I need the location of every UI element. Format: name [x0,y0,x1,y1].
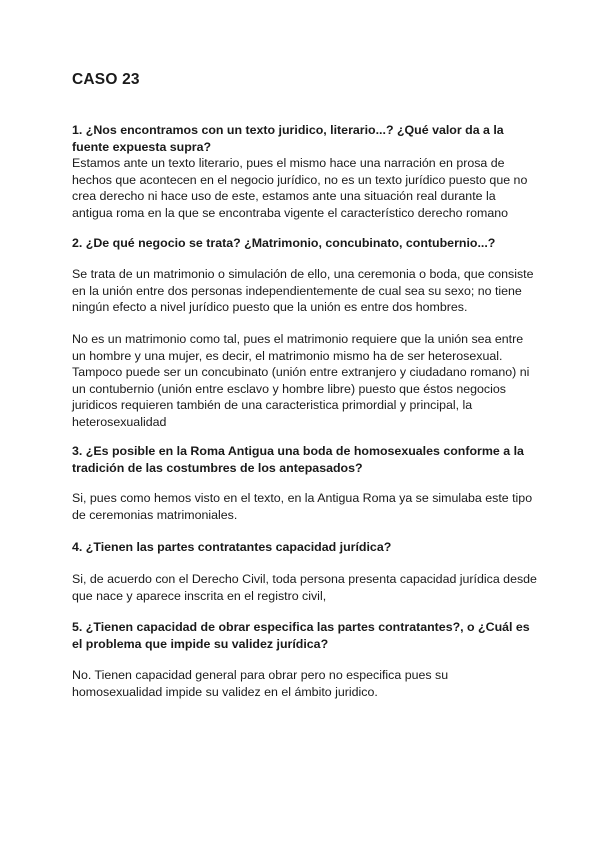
question-5-line-2: el problema que impide su validez jurídica? [72,636,329,651]
question-2-line-1: 2. ¿De qué negocio se trata? ¿Matrimonio, concubinato, contubernio...? [72,236,496,250]
question-4 [72,539,542,556]
question-3-line-1: 3. ¿Es posible en la Roma Antigua una boda de homosexuales conforme a la [72,444,524,458]
question-2 [72,235,542,252]
answer-5-paragraph-1 [72,667,542,700]
answer-line: hechos que acontecen en el negocio jurídico, no es un texto jurídico puesto que no [72,172,528,187]
answer-line: Se trata de un matrimonio o simulación de ello, una ceremonia o boda, que consiste [72,267,534,281]
page-title: CASO 23 [72,71,140,88]
question-5-line-1: 5. ¿Tienen capacidad de obrar especifica las partes contratantes?, o ¿Cuál es [72,620,530,634]
question-1-line-2: fuente expuesta supra? [72,139,212,154]
answer-line: un contubernio (unión entre esclavo y hombre libre) puesto que éstos negocios [72,381,506,396]
answer-line: Estamos ante un texto literario, pues el mismo hace una narración en prosa de [72,156,505,170]
answer-3-paragraph-1 [72,490,542,523]
question-5 [72,619,542,652]
answer-line: que nace y aparece inscrita en el registro civil, [72,588,327,603]
answer-line: Si, de acuerdo con el Derecho Civil, toda persona presenta capacidad jurídica desde [72,572,537,586]
answer-1-paragraph-1 [72,155,542,221]
answer-line: un hombre y una mujer, es decir, el matrimonio mismo ha de ser heterosexual. [72,348,503,363]
answer-line: juridicos requieren también de una caracteristica primordial y principal, la [72,398,473,413]
question-4-line-1: 4. ¿Tienen las partes contratantes capacidad jurídica? [72,540,392,554]
answer-line: antigua roma en la que se encontraba vigente el característico derecho romano [72,205,509,220]
answer-line: homosexualidad impide su validez en el ámbito juridico. [72,684,378,699]
answer-line: ningún efecto a nivel jurídico puesto que la unión es entre dos hombres. [72,300,468,315]
answer-line: No. Tienen capacidad general para obrar pero no especifica pues su [72,668,449,682]
answer-4-paragraph-1 [72,571,542,604]
answer-2-paragraph-2 [72,331,542,431]
answer-line: heterosexualidad [72,414,167,429]
answer-line: Si, pues como hemos visto en el texto, en la Antigua Roma ya se simulaba este tipo [72,491,533,505]
answer-line: No es un matrimonio como tal, pues el matrimonio requiere que la unión sea entre [72,332,524,346]
answer-2-paragraph-1 [72,266,542,316]
question-1 [72,122,542,155]
answer-line: crea derecho ni hace uso de este, estamos ante una situación real durante la [72,189,496,204]
answer-line: Tampoco puede ser un concubinato (unión entre extranjero y ciudadano romano) ni [72,365,530,380]
answer-line: de ceremonias matrimoniales. [72,507,238,522]
question-3 [72,443,542,476]
question-3-line-2: tradición de las costumbres de los antepasados? [72,460,363,475]
answer-line: en la unión entre dos personas independientemente de cual sea su sexo; no tiene [72,283,522,298]
question-1-line-1: 1. ¿Nos encontramos con un texto juridico, literario...? ¿Qué valor da a la [72,123,504,137]
